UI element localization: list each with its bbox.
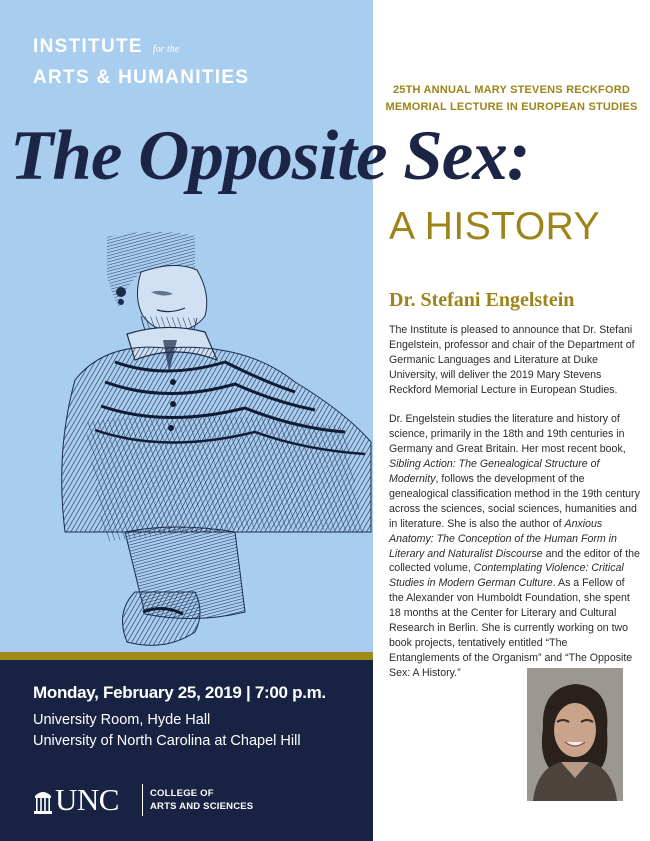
gold-divider xyxy=(0,652,373,660)
institute-logo xyxy=(33,33,249,92)
institute-line1: INSTITUTE xyxy=(33,36,143,57)
college-line1: COLLEGE OF xyxy=(150,788,214,799)
lecture-description xyxy=(389,323,641,696)
lecture-series-line1: 25TH ANNUAL MARY STEVENS RECKFORD xyxy=(392,84,630,96)
description-p2-part-d: . As a Fellow of the Alexander von Humboldt Foundation, she spent 18 months at the Center for Literary and Cultural Research in Berlin. She is currently working on two book projects, tentatively entitled “The Entanglements of the Organism” and “The Opposite Sex: A History.” xyxy=(389,577,633,679)
footer-divider xyxy=(142,784,143,816)
victorian-engraving-illustration xyxy=(45,232,373,652)
event-location xyxy=(33,710,301,752)
book-title-contemplating-violence: Contemplating Violence: Critical Studies in Modern German Culture xyxy=(389,562,624,590)
speaker-name: Dr. Stefani Engelstein xyxy=(389,289,575,311)
event-location-line2: University of North Carolina at Chapel Hill xyxy=(33,733,301,749)
lecture-series-line2: MEMORIAL LECTURE IN EUROPEAN STUDIES xyxy=(385,101,638,113)
institute-for-the: for the xyxy=(152,44,180,55)
book-title-sibling-action: Sibling Action: The Genealogical Structure of Modernity xyxy=(389,458,600,486)
description-p2-part-a: Dr. Engelstein studies the literature and history of science, primarily in the 18th and 19th centuries in Germany and Great Britain. Her most recent book, xyxy=(389,413,626,456)
unc-wordmark: UNC xyxy=(55,782,119,817)
description-paragraph-2 xyxy=(389,412,641,680)
speaker-portrait-photo xyxy=(527,668,623,801)
college-name xyxy=(150,787,253,813)
book-title-anxious-anatomy: Anxious Anatomy: The Conception of the Human Form in Literary and Naturalist Discourse xyxy=(389,517,617,560)
description-p2-part-b: , follows the development of the genealogical classification method in the 19th century across the sciences, social sciences, humanities and in literature. She is also the author of xyxy=(389,473,640,530)
description-paragraph-1: The Institute is pleased to announce that Dr. Stefani Engelstein, professor and chair of the Department of Germanic Languages and Literature at Duke University, will deliver the 2019 Mary Stevens Reckford Memorial Lecture in European Studies. xyxy=(389,324,635,396)
lecture-series xyxy=(373,82,650,116)
description-p2-part-c: and the editor of the collected volume, xyxy=(389,547,640,575)
main-title: The Opposite Sex: xyxy=(10,117,530,195)
old-well-icon xyxy=(33,787,53,815)
college-line2: ARTS AND SCIENCES xyxy=(150,801,254,812)
subtitle: A HISTORY xyxy=(389,205,601,248)
institute-line2: ARTS & HUMANITIES xyxy=(33,67,250,88)
event-location-line1: University Room, Hyde Hall xyxy=(33,712,211,728)
event-date-time: Monday, February 25, 2019 | 7:00 p.m. xyxy=(33,683,326,702)
